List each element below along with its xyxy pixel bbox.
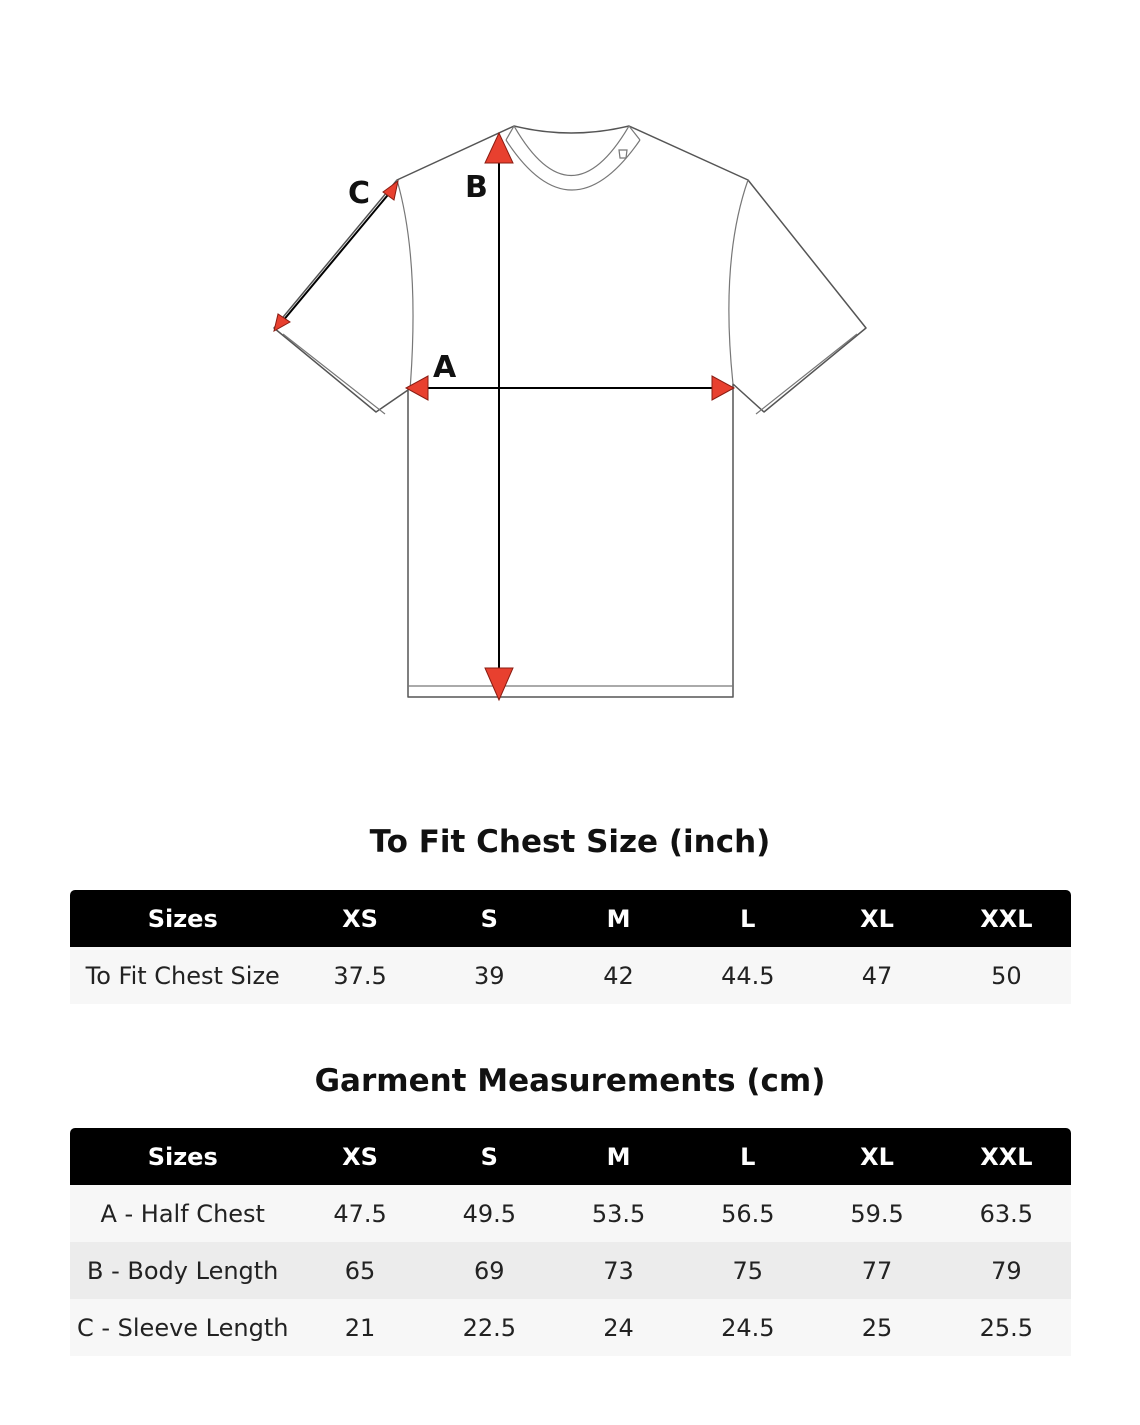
table-cell: 59.5 — [812, 1185, 941, 1242]
table-cell: 21 — [295, 1299, 424, 1356]
table-cell: 25 — [812, 1299, 941, 1356]
table-cell: 56.5 — [683, 1185, 812, 1242]
table-cell: 75 — [683, 1242, 812, 1299]
header-cell: XS — [295, 1128, 424, 1185]
table-cell: 24 — [554, 1299, 683, 1356]
table-cell: 63.5 — [942, 1185, 1071, 1242]
garment-measurements-table — [70, 1128, 1071, 1356]
table-cell: 49.5 — [425, 1185, 554, 1242]
table-cell: 47 — [812, 947, 941, 1004]
header-cell: XL — [812, 1128, 941, 1185]
table-cell: 24.5 — [683, 1299, 812, 1356]
header-cell: XXL — [942, 890, 1071, 947]
table-cell: 39 — [425, 947, 554, 1004]
diagram-label-a: A — [433, 350, 457, 385]
diagram-label-c: C — [348, 176, 371, 211]
table-cell: 25.5 — [942, 1299, 1071, 1356]
table-cell: 65 — [295, 1242, 424, 1299]
diagram-label-b: B — [465, 170, 488, 205]
table-cell: 79 — [942, 1242, 1071, 1299]
row-label-cell: B - Body Length — [70, 1242, 295, 1299]
chest-size-table — [70, 890, 1071, 1004]
table-header-row — [70, 1128, 1071, 1185]
table-cell: 73 — [554, 1242, 683, 1299]
table-cell: 37.5 — [295, 947, 424, 1004]
header-cell: XS — [295, 890, 424, 947]
chest-size-title: To Fit Chest Size (inch) — [369, 824, 771, 860]
header-cell: XL — [812, 890, 941, 947]
header-cell: Sizes — [70, 1128, 295, 1185]
header-cell: Sizes — [70, 890, 295, 947]
table-cell: 47.5 — [295, 1185, 424, 1242]
row-label-cell: To Fit Chest Size — [70, 947, 295, 1004]
row-label-cell: C - Sleeve Length — [70, 1299, 295, 1356]
table-cell: 50 — [942, 947, 1071, 1004]
table-cell: 44.5 — [683, 947, 812, 1004]
table-cell: 53.5 — [554, 1185, 683, 1242]
table-cell: 22.5 — [425, 1299, 554, 1356]
table-cell: 77 — [812, 1242, 941, 1299]
header-cell: L — [683, 1128, 812, 1185]
table-cell: 69 — [425, 1242, 554, 1299]
header-cell: L — [683, 890, 812, 947]
table-cell: 42 — [554, 947, 683, 1004]
header-cell: S — [425, 1128, 554, 1185]
row-label-cell: A - Half Chest — [70, 1185, 295, 1242]
table-row — [70, 947, 1071, 1004]
header-cell: S — [425, 890, 554, 947]
table-row — [70, 1242, 1071, 1299]
header-cell: XXL — [942, 1128, 1071, 1185]
table-header-row — [70, 890, 1071, 947]
table-row — [70, 1185, 1071, 1242]
tshirt-outline — [274, 126, 866, 697]
table-row — [70, 1299, 1071, 1356]
header-cell: M — [554, 890, 683, 947]
header-cell: M — [554, 1128, 683, 1185]
garment-measurements-title: Garment Measurements (cm) — [314, 1063, 826, 1099]
